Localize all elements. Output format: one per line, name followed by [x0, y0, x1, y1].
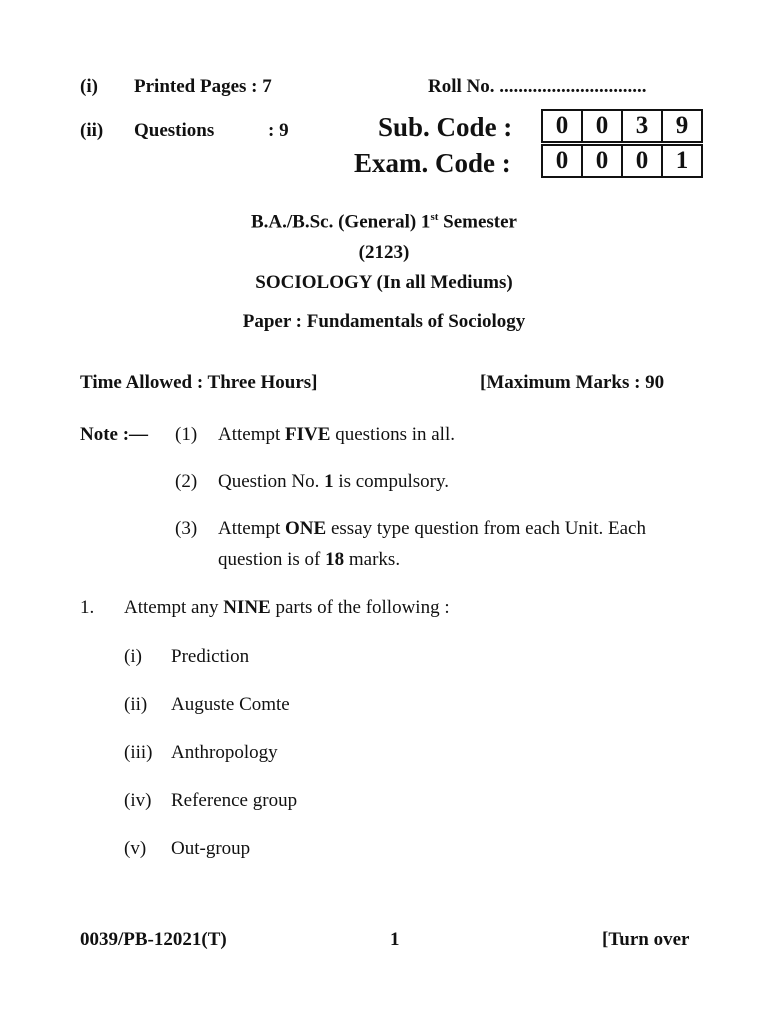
- note-item: Question No. 1 is compulsory.: [218, 471, 449, 492]
- sub-code-digit: 9: [661, 111, 701, 141]
- questions-label: Questions: [134, 120, 215, 141]
- part-number: (v): [124, 838, 147, 859]
- exam-code-digit: 0: [621, 146, 661, 176]
- note-item-continuation: question is of 18 marks.: [218, 549, 401, 570]
- exam-code-digit: 0: [555, 147, 569, 174]
- part-number: (i): [124, 646, 142, 667]
- part-number: (iii): [124, 742, 153, 763]
- note-item: Attempt ONE essay type question from each Unit. Each: [218, 518, 646, 539]
- note-item: Attempt FIVE questions in all.: [218, 424, 455, 445]
- questions-number: (ii): [80, 120, 104, 141]
- part-text: Reference group: [171, 790, 298, 811]
- printed-pages-number: (i): [80, 76, 98, 97]
- part-text: Auguste Comte: [171, 694, 290, 715]
- sub-code-label: Sub. Code :: [378, 112, 513, 142]
- part-number: (ii): [124, 694, 148, 715]
- part-number: (iv): [124, 790, 152, 811]
- question-number: 1.: [80, 597, 95, 618]
- subject-title: SOCIOLOGY (In all Mediums): [255, 272, 513, 293]
- note-item-number: (3): [175, 518, 198, 539]
- footer-paper-code: 0039/PB-12021(T): [80, 929, 227, 950]
- part-text: Anthropology: [171, 742, 278, 763]
- exam-code-label: Exam. Code :: [354, 148, 511, 178]
- roll-number-field: Roll No. ...............................: [428, 76, 647, 97]
- note-label: Note :—: [80, 424, 149, 445]
- question-text: Attempt any NINE parts of the following :: [124, 597, 450, 618]
- page-number: 1: [390, 929, 400, 950]
- turn-over-label: [Turn over: [602, 929, 690, 950]
- questions-value: : 9: [268, 120, 289, 141]
- note-item-number: (1): [175, 424, 198, 445]
- paper-title: Paper : Fundamentals of Sociology: [242, 311, 526, 332]
- part-text: Out-group: [171, 838, 251, 859]
- exam-code-boxes: [541, 144, 703, 178]
- sub-code-digit: 0: [555, 112, 569, 139]
- exam-code-digit: 0: [581, 146, 621, 176]
- maximum-marks: [Maximum Marks : 90: [480, 372, 665, 393]
- printed-pages-label: Printed Pages : 7: [134, 76, 272, 97]
- part-text: Prediction: [171, 646, 250, 667]
- sub-code-boxes: [541, 109, 703, 143]
- time-allowed: Time Allowed : Three Hours]: [80, 372, 318, 393]
- course-title: B.A./B.Sc. (General) 1st Semester: [251, 211, 517, 233]
- sub-code-digit: 3: [621, 111, 661, 141]
- exam-code-digit: 1: [661, 146, 701, 176]
- note-item-number: (2): [175, 471, 198, 492]
- sub-code-digit: 0: [581, 111, 621, 141]
- paper-code: (2123): [358, 242, 410, 263]
